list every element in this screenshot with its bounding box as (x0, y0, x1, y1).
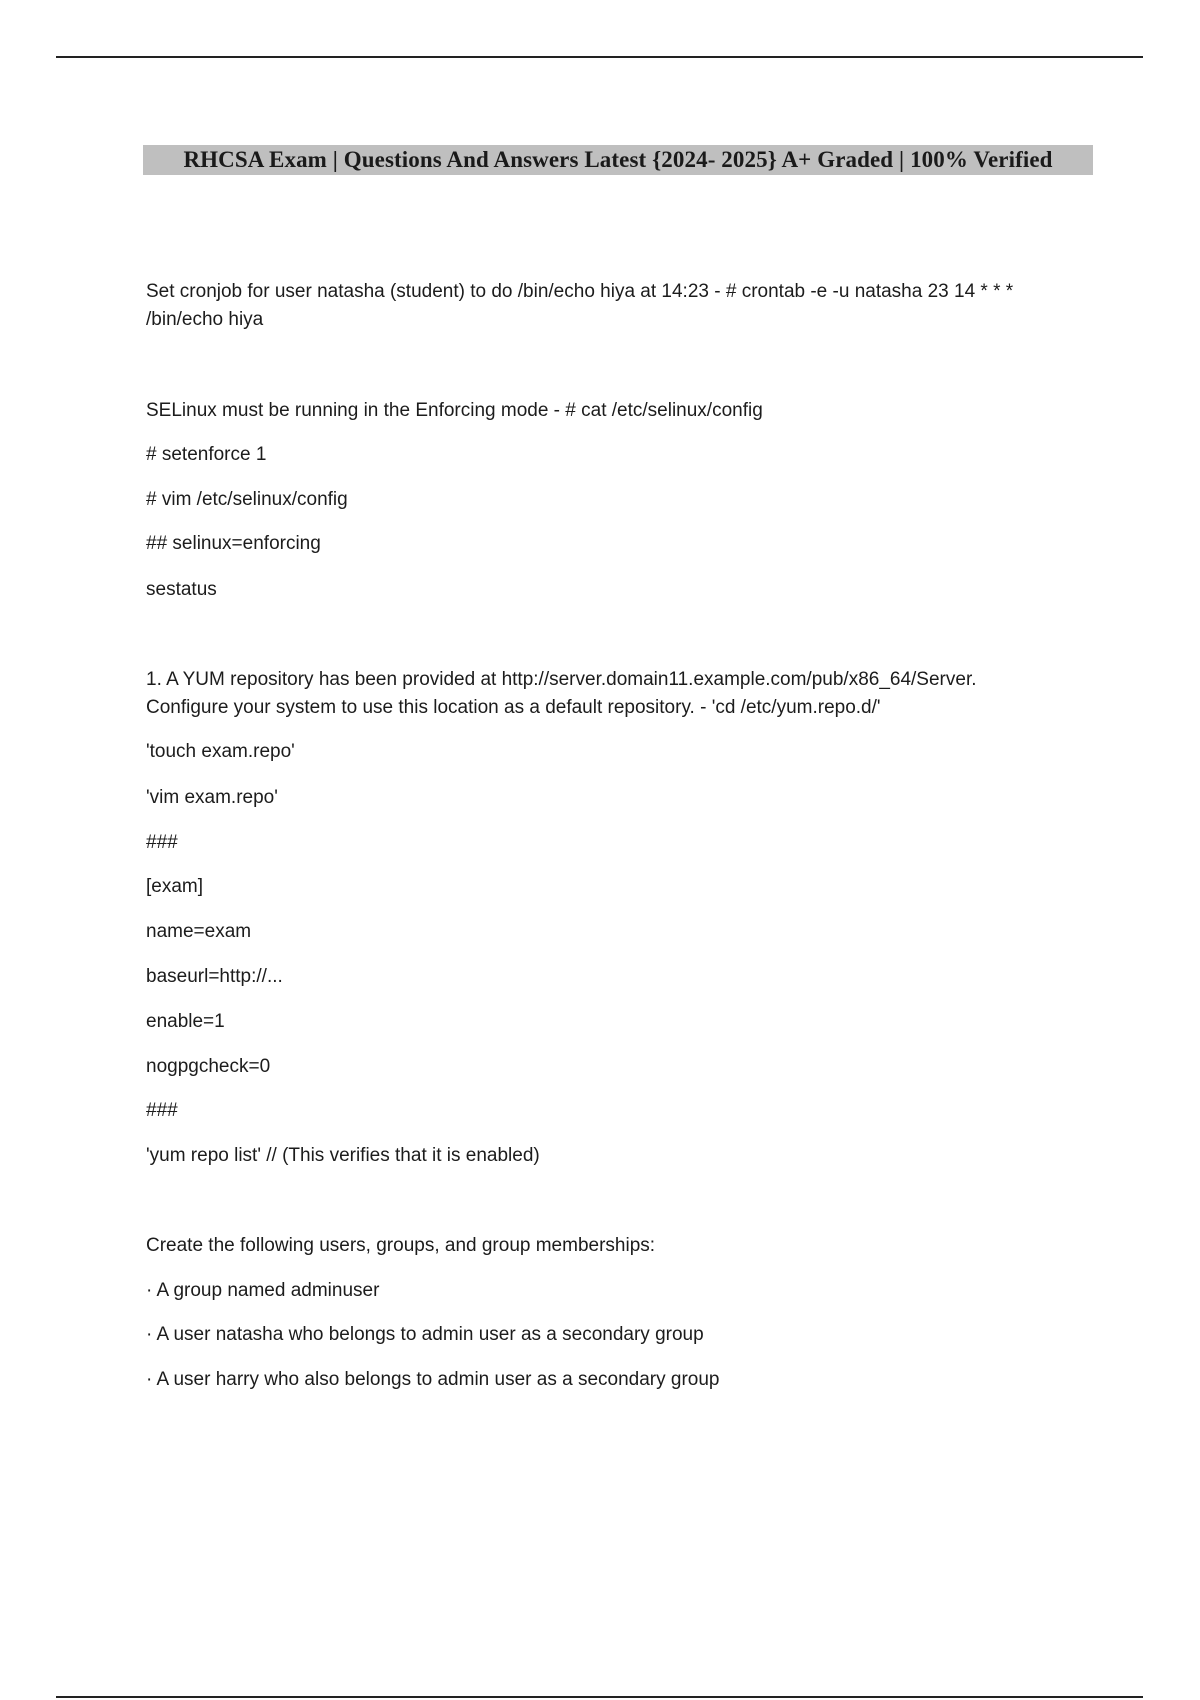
text-line: ### (146, 832, 178, 853)
text-line: Configure your system to use this location as a default repository. - 'cd /etc/yum.repo.d/' (146, 697, 881, 718)
text-line: # vim /etc/selinux/config (146, 489, 348, 510)
top-rule (56, 56, 1143, 58)
text-line: # setenforce 1 (146, 444, 267, 465)
list-item: · A user natasha who belongs to admin user as a secondary group (146, 1324, 704, 1345)
text-line: nogpgcheck=0 (146, 1056, 271, 1077)
text-line: SELinux must be running in the Enforcing mode - # cat /etc/selinux/config (146, 400, 763, 421)
text-line: enable=1 (146, 1011, 225, 1032)
list-item: · A group named adminuser (146, 1280, 380, 1301)
text-line: 'touch exam.repo' (146, 741, 295, 762)
text-line: Set cronjob for user natasha (student) to do /bin/echo hiya at 14:23 - # crontab -e -u natasha 23 14 * * * (146, 281, 1014, 302)
title-banner (143, 145, 1093, 175)
text-line: /bin/echo hiya (146, 309, 264, 330)
list-item: · A user harry who also belongs to admin user as a secondary group (146, 1369, 720, 1390)
text-line: Create the following users, groups, and group memberships: (146, 1235, 656, 1256)
text-line: name=exam (146, 921, 252, 942)
document-title: RHCSA Exam | Questions And Answers Latest {2024- 2025} A+ Graded | 100% Verified (183, 147, 1053, 172)
text-line: [exam] (146, 876, 204, 897)
text-line: ### (146, 1100, 178, 1121)
text-line: 'vim exam.repo' (146, 787, 278, 808)
text-line: 1. A YUM repository has been provided at http://server.domain11.example.com/pub/x86_64/Server. (146, 669, 977, 690)
bottom-rule (56, 1696, 1143, 1698)
text-line: 'yum repo list' // (This verifies that it is enabled) (146, 1145, 540, 1166)
text-line: ## selinux=enforcing (146, 533, 321, 554)
text-line: baseurl=http://... (146, 966, 283, 987)
text-line: sestatus (146, 579, 217, 600)
